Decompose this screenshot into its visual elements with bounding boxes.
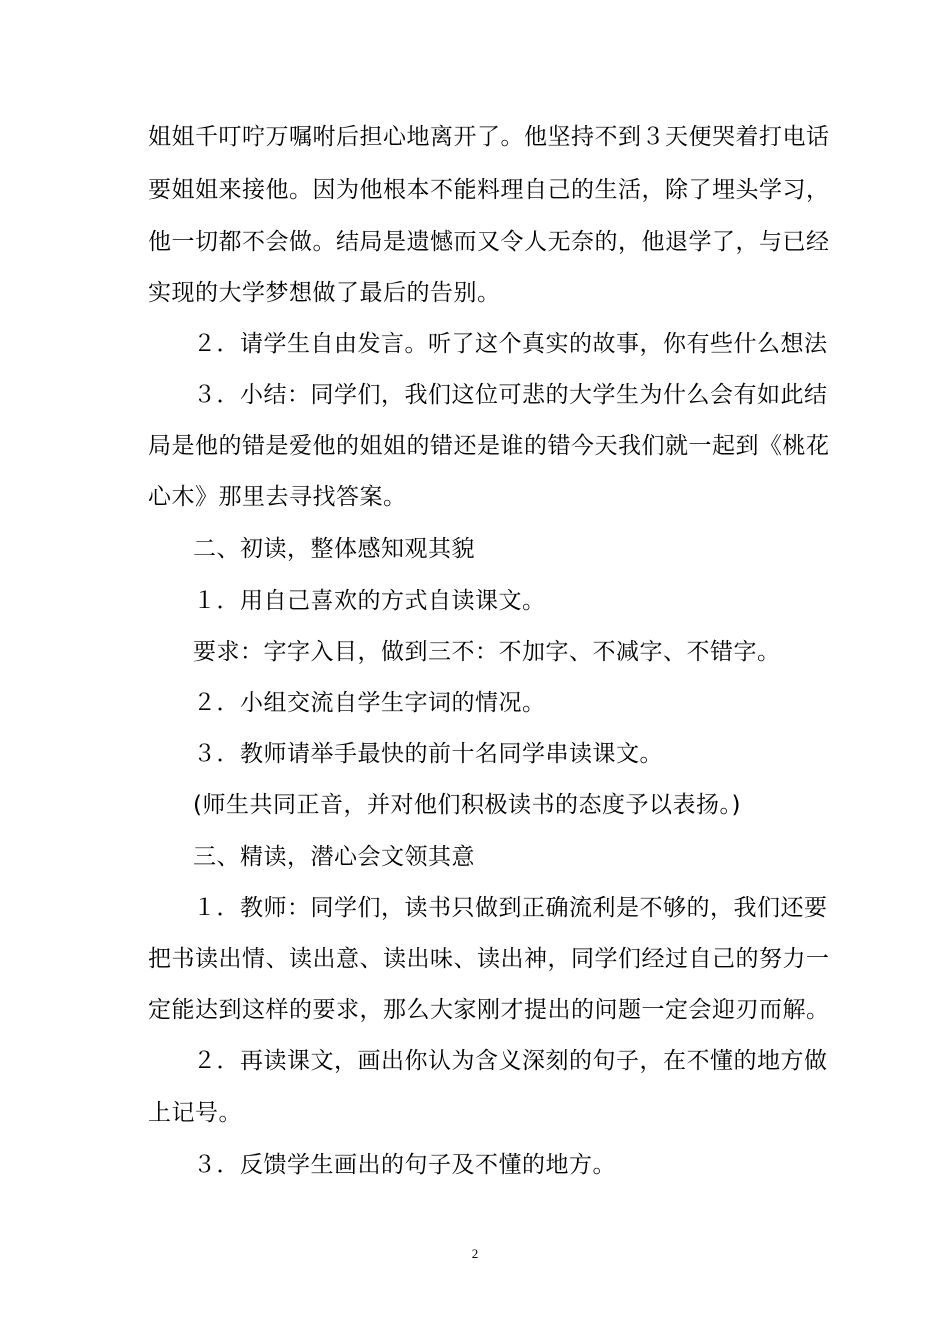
paragraph-line: 姐姐千叮咛万嘱咐后担心地离开了。他坚持不到３天便哭着打电话: [148, 124, 830, 150]
paragraph-line: １．用自己喜欢的方式自读课文。: [193, 588, 546, 614]
paragraph-line: 他一切都不会做。结局是遗憾而又令人无奈的，他退学了，与已经: [148, 229, 830, 255]
paragraph-line: ３．反馈学生画出的句子及不懂的地方。: [193, 1152, 616, 1178]
page-number: 2: [471, 1246, 479, 1261]
paragraph-line: (师生共同正音，并对他们积极读书的态度予以表扬。): [193, 792, 741, 818]
paragraph-line: 局是他的错是爱他的姐姐的错还是谁的错今天我们就一起到《桃花: [148, 433, 830, 459]
paragraph-line: ２．请学生自由发言。听了这个真实的故事，你有些什么想法: [193, 331, 828, 357]
paragraph-line: １．教师：同学们，读书只做到正确流利是不够的，我们还要: [193, 895, 828, 921]
paragraph-line: 定能达到这样的要求，那么大家刚才提出的问题一定会迎刃而解。: [148, 997, 830, 1023]
paragraph-line: 要求：字字入目，做到三不：不加字、不减字、不错字。: [193, 639, 781, 665]
section-heading: 三、精读，潜心会文领其意: [193, 844, 475, 870]
paragraph-line: 把书读出情、读出意、读出味、读出神，同学们经过自己的努力一: [148, 946, 830, 972]
paragraph-line: ３．小结：同学们，我们这位可悲的大学生为什么会有如此结: [193, 382, 828, 408]
paragraph-line: 实现的大学梦想做了最后的告别。: [148, 280, 501, 306]
paragraph-line: ２．再读课文，画出你认为含义深刻的句子，在不懂的地方做: [193, 1048, 828, 1074]
paragraph-line: ２．小组交流自学生字词的情况。: [193, 690, 546, 716]
paragraph-line: 要姐姐来接他。因为他根本不能料理自己的生活，除了埋头学习，: [148, 177, 830, 203]
section-heading: 二、初读，整体感知观其貌: [193, 536, 475, 562]
paragraph-line: 心木》那里去寻找答案。: [148, 484, 407, 510]
paragraph-line: 上记号。: [148, 1100, 242, 1126]
paragraph-line: ３．教师请举手最快的前十名同学串读课文。: [193, 741, 663, 767]
